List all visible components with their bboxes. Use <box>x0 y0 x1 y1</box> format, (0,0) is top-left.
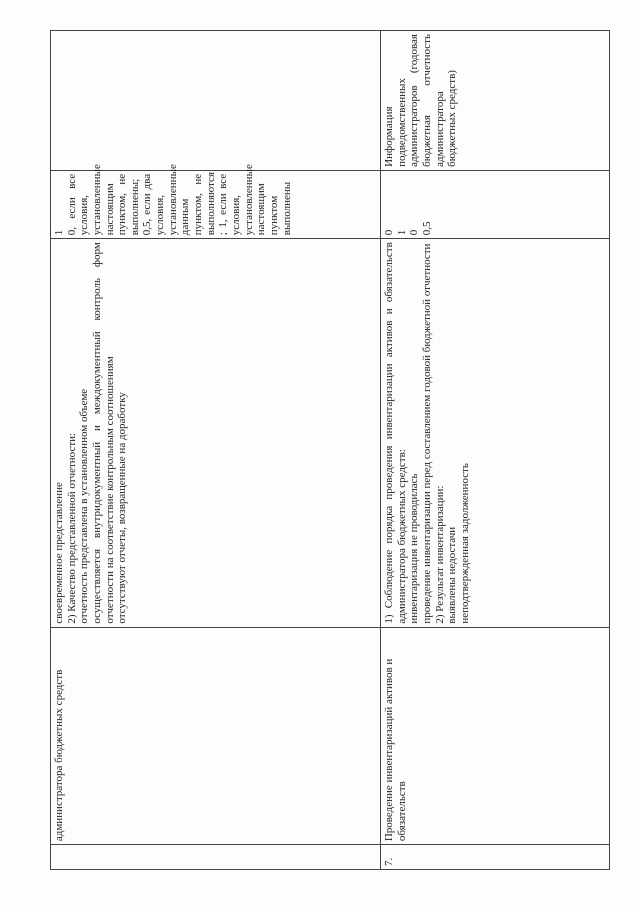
method-cell <box>51 239 381 627</box>
line-4: отсутствуют отчеты, возвращенные на доработку <box>116 392 129 624</box>
criterion-cell: администратора бюджетных средств <box>51 627 381 845</box>
num-cell <box>51 845 381 870</box>
score-cell: 1 0, если все условия, установленные настоящим пунктом, не выполнены; 0,5, если два условия, установленные данным пунктом, не выполняются ; 1, если все условия, установленные настоящим пунктом выполнены <box>51 170 381 238</box>
rotated-table-page <box>50 30 610 870</box>
criterion-cell: Проведение инвентаризаций активов и обязательств <box>381 627 610 845</box>
line-2: отчетность представлена в установленном объеме <box>78 388 91 624</box>
line-1: 2) Качество представленной отчетности: <box>65 432 78 624</box>
line-0: своевременное представление <box>53 482 65 624</box>
line-3: осуществляется внутридокументный и междокументный контроль форм отчетности на соответствие контрольным соотношениям <box>90 242 116 624</box>
source-cell <box>51 31 381 171</box>
source-cell: Информация подведомственных администраторов (годовая бюджетная отчетность администратора бюджетных средств) <box>381 31 610 171</box>
method-cell: 1) Соблюдение порядка проведения инвентаризации активов и обязательств администратора бюджетных средств: инвентаризация не проводилась проведение инвентаризации перед составлением годовой бюджетной отчетности 2) Результат инвентаризации: выявлены недостачи неподтвержденная задолженность <box>381 239 610 627</box>
score-cell: 0 1 0 0,5 <box>381 170 610 238</box>
criteria-table <box>50 30 610 870</box>
num-cell: 7. <box>381 845 610 870</box>
